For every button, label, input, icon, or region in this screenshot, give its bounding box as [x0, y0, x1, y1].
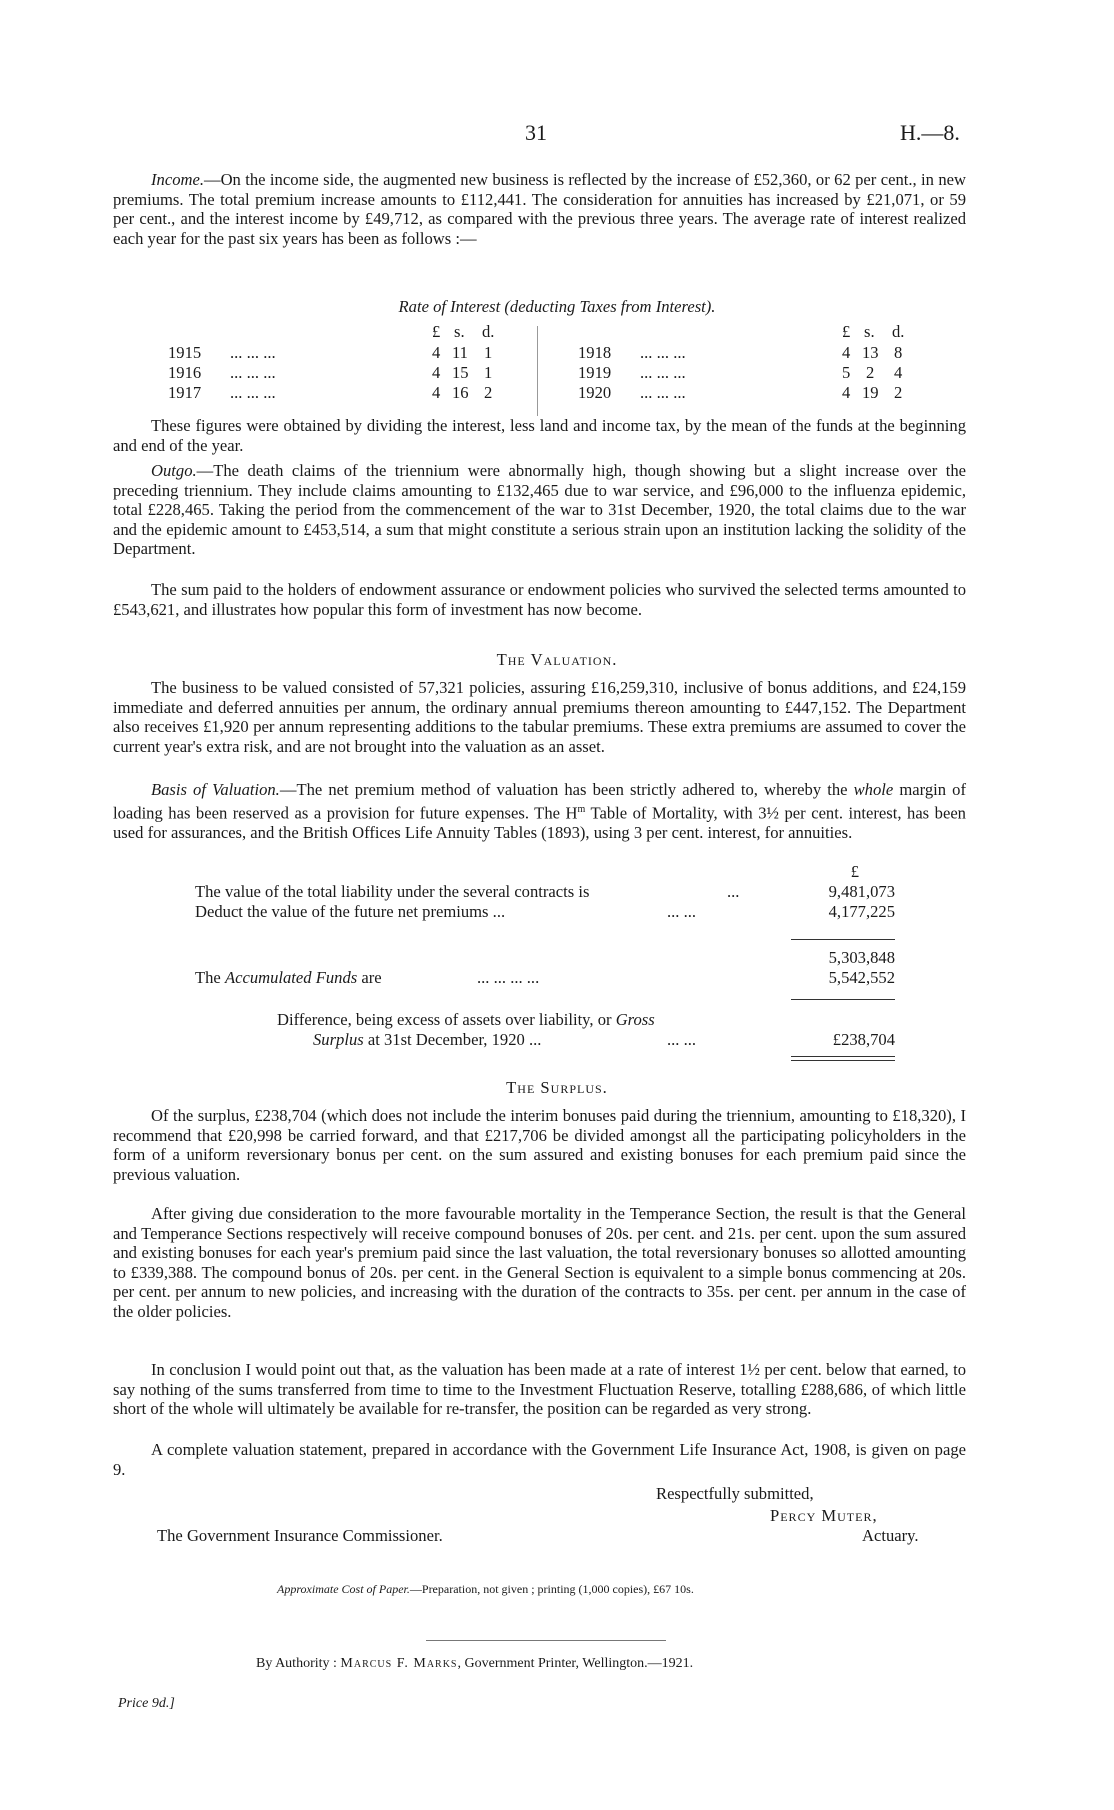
table-row: [195, 968, 895, 988]
difference-label-line1: [277, 1010, 655, 1030]
rate-table-title: Rate of Interest (deducting Taxes from Interest).: [398, 297, 716, 316]
table-row: [195, 902, 895, 922]
premiums-label: Deduct the value of the future net premiums ...: [195, 902, 506, 921]
unit-shillings: s.: [454, 322, 465, 341]
printer-name: Marcus F. Marks: [340, 1656, 458, 1671]
unit-pence: d.: [892, 322, 905, 341]
subtotal-rule: [791, 939, 895, 940]
diff-text-c: Surplus: [313, 1030, 364, 1049]
unit-pounds: £: [432, 322, 441, 341]
rate-shillings: 2: [866, 363, 875, 382]
basis-whole: whole: [853, 780, 894, 799]
page-number: 31: [525, 120, 547, 145]
basis-lead: Basis of Valuation.: [151, 780, 280, 799]
rate-pence: 2: [894, 383, 903, 402]
leader-dots: ... ... ...: [640, 383, 686, 402]
surplus-paragraph-4: A complete valuation statement, prepared in accordance with the Government Life Insurance Act, 1908, is given on page 9.: [113, 1440, 966, 1479]
subtotal-amount: 5,303,848: [828, 948, 895, 967]
rate-pounds: 4: [842, 343, 851, 362]
rate-year: 1916: [168, 363, 202, 382]
surplus-paragraph-1: Of the surplus, £238,704 (which does not include the interim bonuses paid during the triennium, amounting to £18,320), I recommend that £20,998 be carried forward, and that £217,706 be divided amongst all the participating policyholders in the form of a uniform reversionary bonus per cent. on the sum assured and existing bonuses for each premium paid since the previous valuation.: [113, 1106, 966, 1184]
double-rule-top: [791, 1056, 895, 1057]
leader-dots: ... ... ...: [230, 383, 276, 402]
rate-pence: 2: [484, 383, 493, 402]
funds-amount: 5,542,552: [828, 968, 895, 987]
rate-shillings: 16: [452, 383, 469, 402]
rate-pence: 4: [894, 363, 903, 382]
surplus-paragraph-2: After giving due consideration to the more favourable mortality in the Temperance Section, the result is that the General and Temperance Sections respectively will receive compound bonuses of 20s. per cent. and 21s. per cent. upon the sum assured and existing bonuses for each year's premium paid since the last valuation, the total reversionary bonuses so allotted amounting to £339,388. The compound bonus of 20s. per cent. in the General Section is equivalent to a simple bonus commencing at 20s. per cent. per annum to new policies, and increasing with the duration of the contracts to 35s. per cent. per annum in the case of the older policies.: [113, 1204, 966, 1321]
rate-year: 1915: [168, 343, 202, 362]
leader-dots: ... ... ...: [640, 363, 686, 382]
figures-note: These figures were obtained by dividing the interest, less land and income tax, by the mean of the funds at the beginning and end of the year.: [113, 416, 966, 455]
liability-label: The value of the total liability under the several contracts is: [195, 882, 590, 901]
valuation-heading: The Valuation.: [496, 650, 618, 669]
rate-year: 1918: [578, 343, 612, 362]
rate-pence: 1: [484, 343, 493, 362]
price-label: Price 9d.]: [118, 1696, 175, 1711]
surplus-amount: £238,704: [832, 1030, 895, 1049]
rate-pence: 8: [894, 343, 903, 362]
basis-paragraph: [113, 780, 966, 842]
valuation-paragraph: The business to be valued consisted of 57,321 policies, assuring £16,259,310, inclusive of bonus additions, and £24,159 immediate and deferred annuities per annum, the ordinary annual premiums thereon amounting to £447,152. The Department also receives £1,920 per annum representing additions to the tabular premiums. These extra premiums are assumed to cover the current year's extra risk, and are not brought into the valuation as an asset.: [113, 678, 966, 756]
rate-table-divider: [537, 326, 538, 416]
unit-pence: d.: [482, 322, 495, 341]
unit-shillings: s.: [864, 322, 875, 341]
rate-pounds: 4: [842, 383, 851, 402]
rate-table: [160, 322, 920, 402]
funds-label-c: are: [357, 968, 382, 987]
funds-label: [195, 968, 382, 988]
income-text: —On the income side, the augmented new business is reflected by the increase of £52,360, or 62 per cent., in new premiums. The total premium increase amounts to £112,441. The consideration for annuities has increased by £21,071, or 59 per cent., and the interest income by £49,712, as compared with the previous three years. The average rate of interest realized each year for the past six years has been as follows :—: [113, 170, 966, 248]
leader-dots: ... ... ...: [230, 343, 276, 362]
basis-sup: m: [577, 803, 586, 815]
rate-year: 1917: [168, 383, 202, 402]
diff-text-b: Gross: [615, 1010, 655, 1029]
surplus-paragraph-3: In conclusion I would point out that, as the valuation has been made at a rate of interest 1½ per cent. below that earned, to say nothing of the sums transferred from time to time to the Investment Fluctuation Reserve, totalling £288,686, of which little short of the whole will ultimately be available for re-transfer, the position can be regarded as very strong.: [113, 1360, 966, 1419]
outgo-lead: Outgo.: [151, 461, 197, 480]
liability-amount: 9,481,073: [828, 882, 895, 901]
printer-line: [256, 1656, 693, 1672]
currency-label: £: [850, 862, 859, 881]
rate-pounds: 4: [432, 343, 441, 362]
table-row: [195, 862, 895, 882]
leader-dots: ... ...: [667, 902, 697, 921]
document-reference: H.—8.: [900, 120, 960, 145]
income-paragraph: [113, 170, 966, 248]
outgo-text: —The death claims of the triennium were abnormally high, though showing but a slight increase over the preceding triennium. They include claims amounting to £132,465 due to war service, and £96,000 to the influenza epidemic, total £228,465. Taking the period from the commencement of the war to 31st December, 1920, the total claims due to the war and the epidemic amount to £453,514, a sum that might constitute a serious strain upon an institution lacking the solidity of the Department.: [113, 461, 966, 559]
table-row: [277, 1010, 977, 1030]
leader-dots: ... ... ...: [230, 363, 276, 382]
leader-dots: ... ... ...: [640, 343, 686, 362]
addressee: The Government Insurance Commissioner.: [157, 1526, 443, 1545]
unit-pounds: £: [842, 322, 851, 341]
leader-dots: ... ... ... ...: [477, 968, 540, 987]
printer-suffix: , Government Printer, Wellington.—1921.: [457, 1656, 694, 1671]
cost-note-text: —Preparation, not given ; printing (1,000 copies), £67 10s.: [409, 1582, 694, 1596]
cost-note-lead: Approximate Cost of Paper.: [277, 1582, 410, 1596]
diff-text-a: Difference, being excess of assets over liability, or: [277, 1010, 616, 1029]
rate-year: 1920: [578, 383, 612, 402]
rate-shillings: 13: [862, 343, 879, 362]
basis-text-a: —The net premium method of valuation has been strictly adhered to, whereby the: [279, 780, 854, 799]
rate-pounds: 4: [432, 383, 441, 402]
premiums-amount: 4,177,225: [828, 902, 895, 921]
rate-year: 1919: [578, 363, 612, 382]
signature-name: Percy Muter,: [770, 1506, 878, 1525]
surplus-heading: The Surplus.: [506, 1078, 608, 1097]
signature-title: Actuary.: [862, 1526, 919, 1545]
leader-dots: ...: [727, 882, 740, 901]
outgo-paragraph: [113, 461, 966, 559]
difference-label-line2: [313, 1030, 541, 1050]
cost-note: [277, 1582, 694, 1597]
footer-divider: [426, 1640, 666, 1641]
printer-prefix: By Authority :: [256, 1656, 341, 1671]
difference-rule: [791, 999, 895, 1000]
rate-pence: 1: [484, 363, 493, 382]
endowment-paragraph: The sum paid to the holders of endowment assurance or endowment policies who survived the selected terms amounted to £543,621, and illustrates how popular this form of investment has now become.: [113, 580, 966, 619]
basis-text-c: Table of Mortality, with 3½ per cent. interest, has been used for assurances, and the British Offices Life Annuity Tables (1893), using 3 per cent. interest, for annuities.: [113, 803, 966, 842]
funds-label-b: Accumulated Funds: [224, 968, 358, 987]
rate-shillings: 11: [452, 343, 468, 362]
leader-dots: ... ...: [667, 1030, 697, 1049]
rate-pounds: 5: [842, 363, 851, 382]
basis-text-b: margin of loading has been reserved as a provision for future expenses. The H: [113, 780, 966, 823]
funds-label-a: The: [195, 968, 225, 987]
double-rule-bottom: [791, 1060, 895, 1061]
diff-text-d: at 31st December, 1920 ...: [363, 1030, 542, 1049]
income-lead: Income.: [151, 170, 204, 189]
signature-closing: Respectfully submitted,: [656, 1484, 814, 1503]
table-row: [195, 948, 895, 968]
rate-shillings: 15: [452, 363, 469, 382]
rate-shillings: 19: [862, 383, 879, 402]
table-row: [195, 882, 895, 902]
rate-pounds: 4: [432, 363, 441, 382]
table-row: [195, 1030, 895, 1050]
